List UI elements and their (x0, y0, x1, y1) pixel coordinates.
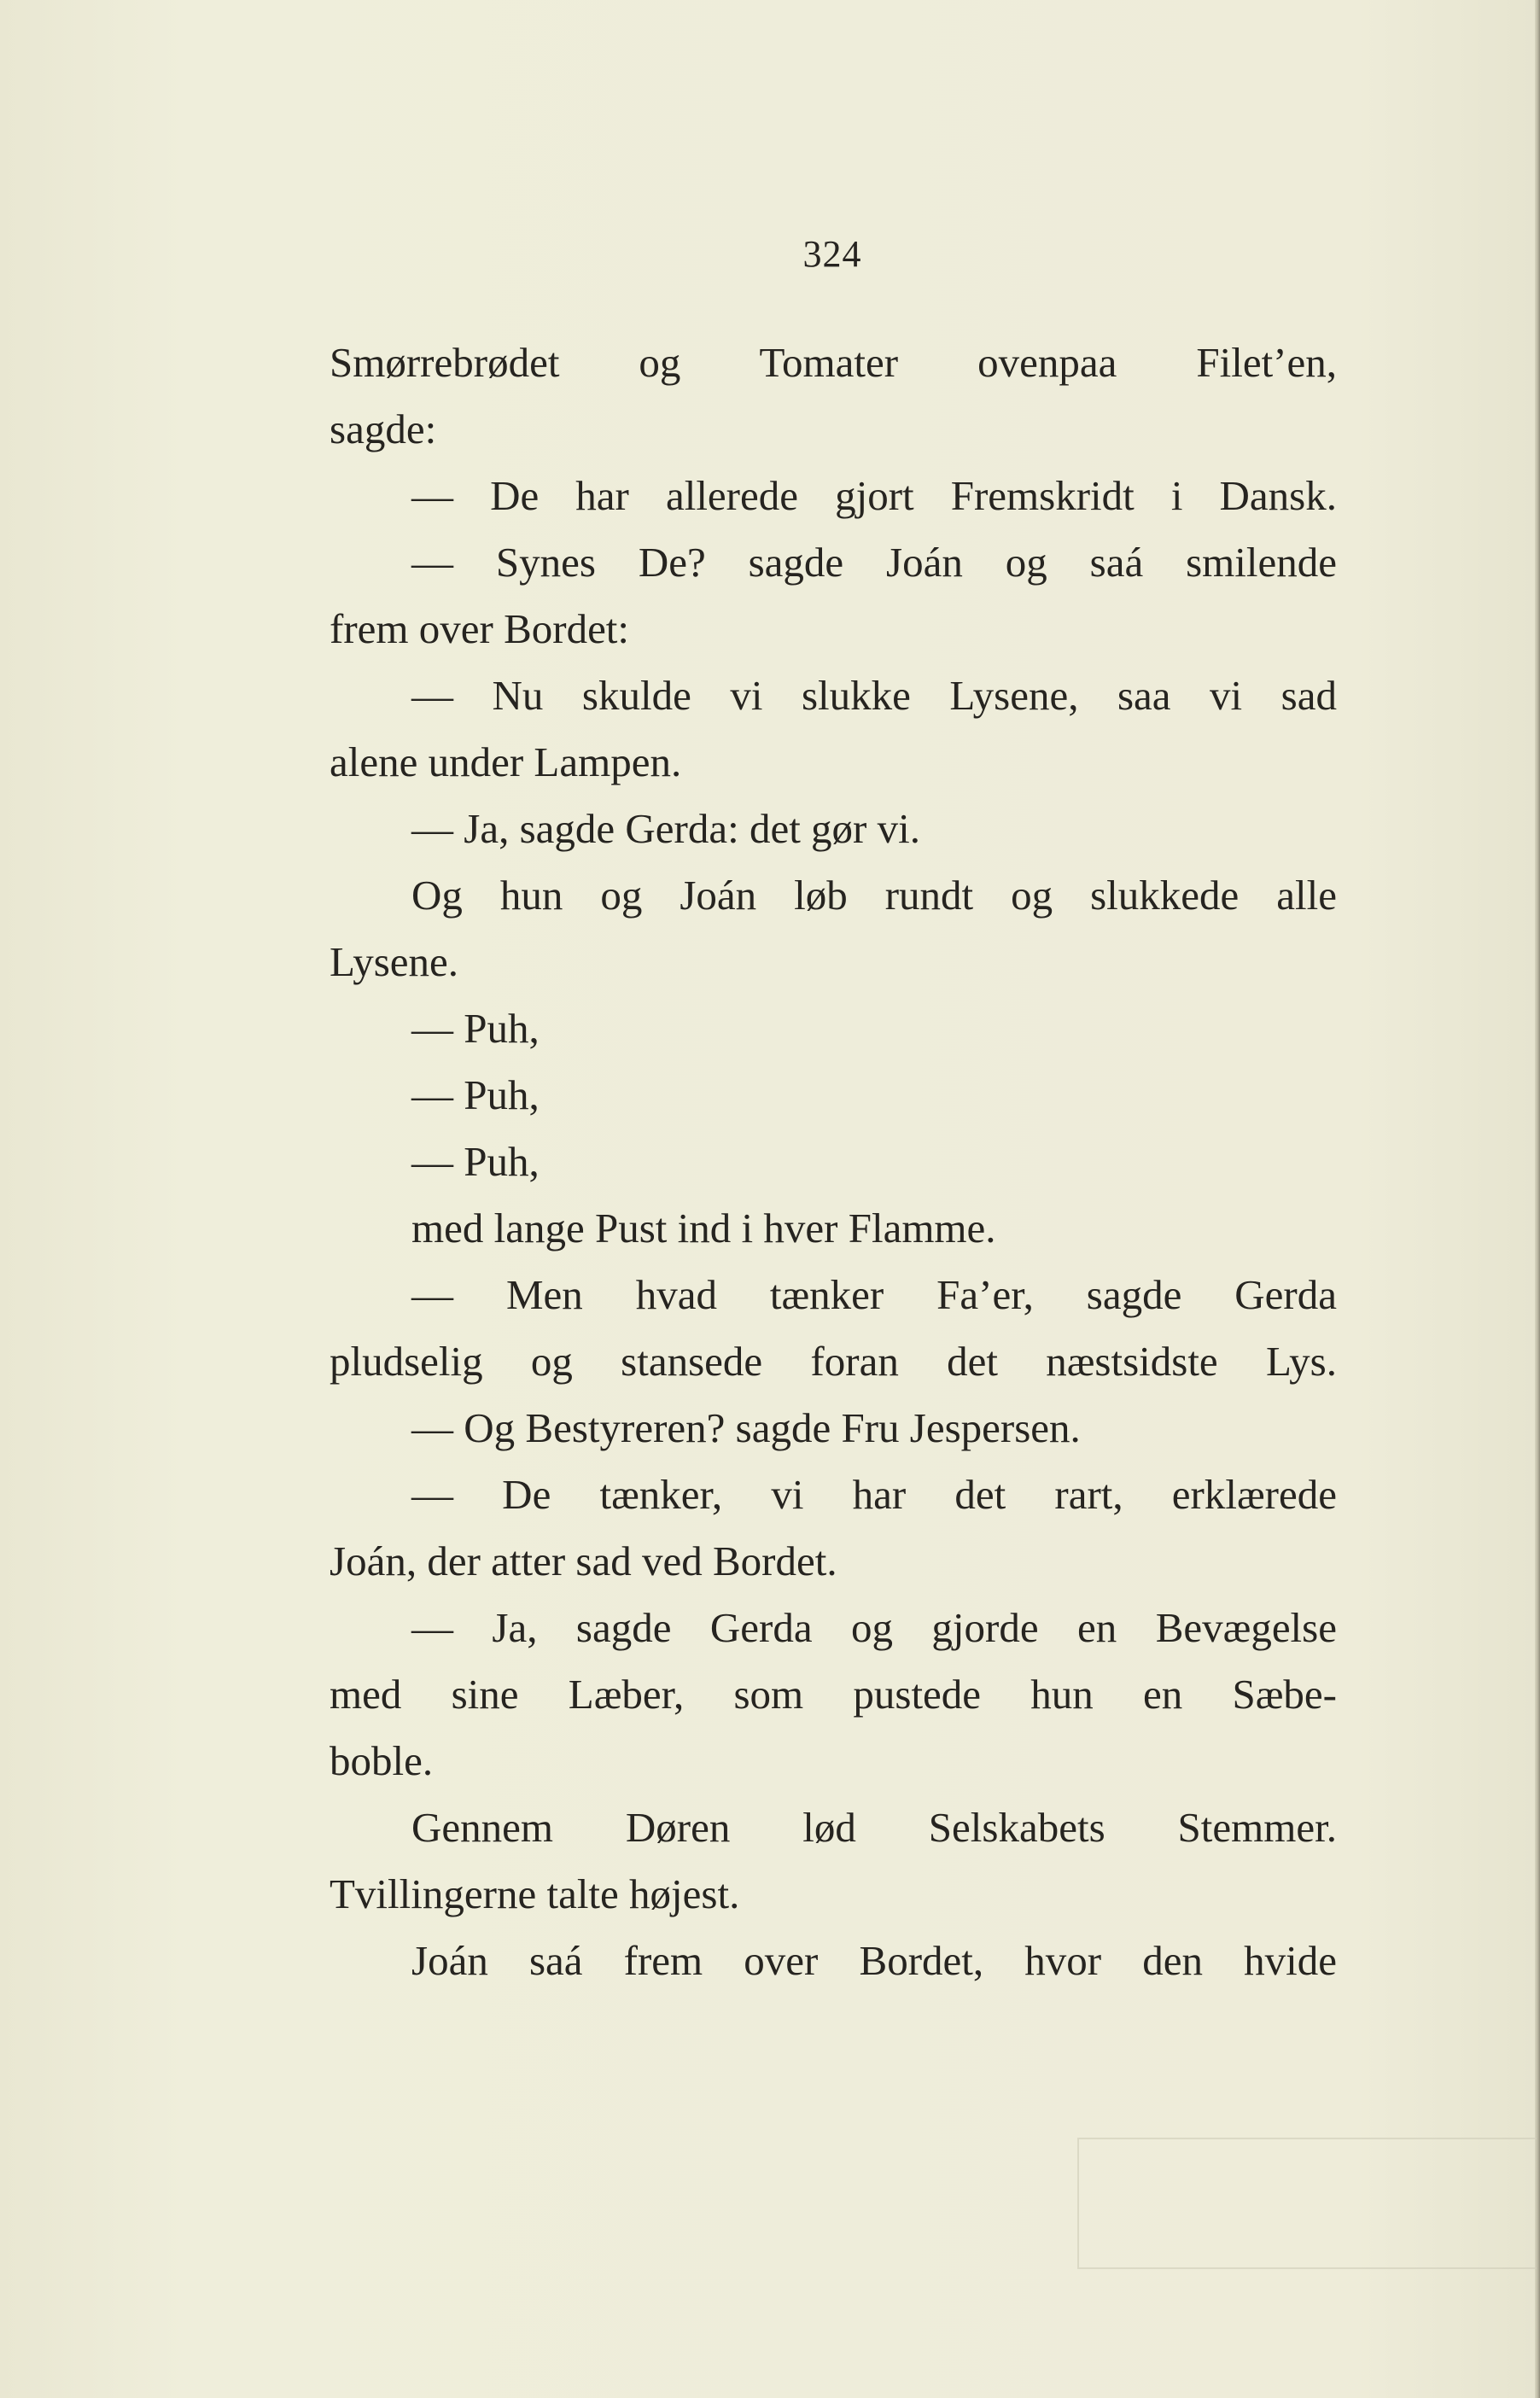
text-line: Joán saá frem over Bordet, hvor den hvide (411, 1937, 1337, 1984)
text-line: — Synes De? sagde Joán og saá smilende (411, 539, 1337, 586)
text-line: — Og Bestyreren? sagde Fru Jespersen. (411, 1404, 1081, 1451)
page-number: 324 (802, 233, 862, 275)
text-line: — Puh, (411, 1005, 540, 1052)
text-line: — Nu skulde vi slukke Lysene, saa vi sad (411, 672, 1337, 719)
text-line: frem over Bordet: (330, 605, 630, 652)
text-line: — De tænker, vi har det rart, erklærede (411, 1471, 1337, 1518)
text-line: med lange Pust ind i hver Flamme. (411, 1205, 996, 1252)
text-line: med sine Læber, som pustede hun en Sæbe- (330, 1671, 1337, 1718)
text-line: Gennem Døren lød Selskabets Stemmer. (411, 1804, 1337, 1851)
text-line: — De har allerede gjort Fremskridt i Dansk. (411, 472, 1337, 519)
text-line: Smørrebrødet og Tomater ovenpaa Filet’en, (330, 339, 1337, 386)
text-line: — Ja, sagde Gerda: det gør vi. (411, 805, 920, 852)
text-line: sagde: (330, 406, 437, 452)
text-line: alene under Lampen. (330, 738, 682, 785)
text-line: — Puh, (411, 1071, 540, 1118)
text-line: Lysene. (330, 938, 459, 985)
show-through-mark (1077, 2138, 1537, 2269)
text-line: Og hun og Joán løb rundt og slukkede alle (411, 872, 1337, 919)
text-line: Joán, der atter sad ved Bordet. (330, 1537, 837, 1584)
text-line: Tvillingerne talte højest. (330, 1870, 740, 1917)
text-line: — Puh, (411, 1138, 540, 1185)
text-line: — Ja, sagde Gerda og gjorde en Bevægelse (411, 1604, 1337, 1651)
body-text (330, 330, 1337, 1994)
text-line: pludselig og stansede foran det næstsidste Lys. (330, 1338, 1337, 1385)
page-edge (1535, 0, 1540, 2398)
text-line: boble. (330, 1737, 434, 1784)
text-line: — Men hvad tænker Fa’er, sagde Gerda (411, 1271, 1337, 1318)
